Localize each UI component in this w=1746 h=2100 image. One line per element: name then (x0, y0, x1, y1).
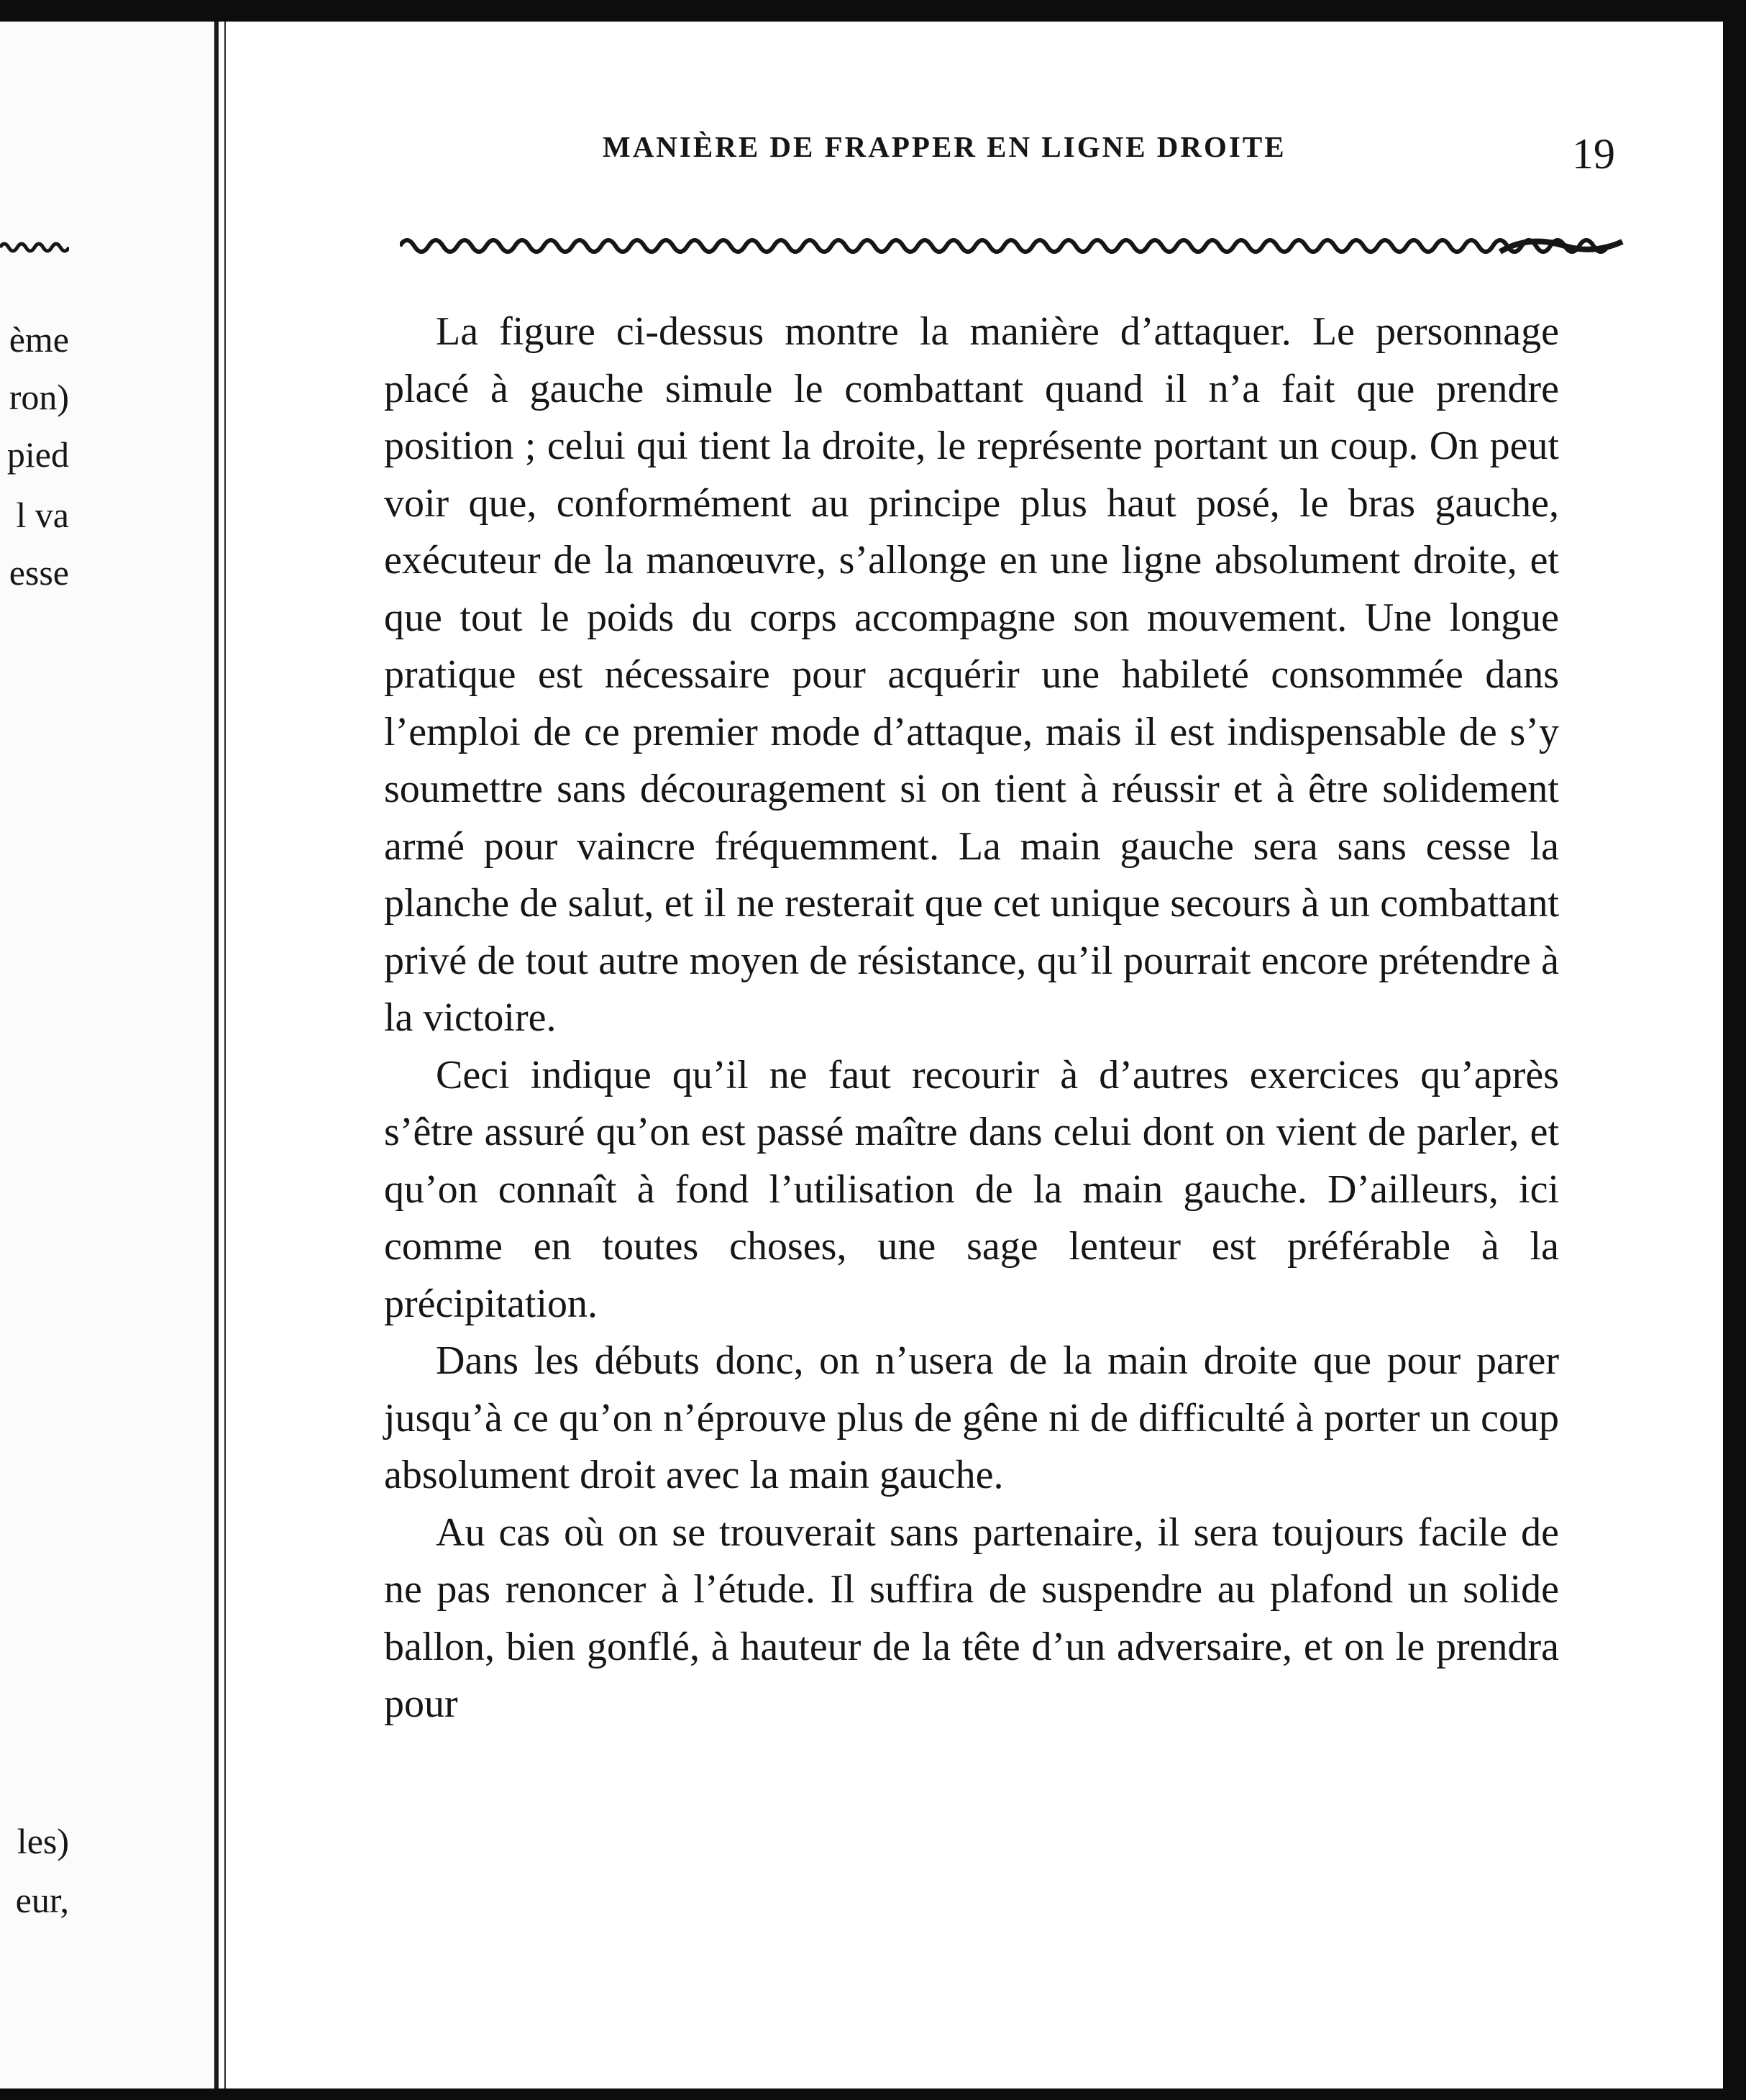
left-ornament-rule (0, 237, 69, 259)
scan-border-top (0, 0, 1746, 22)
left-text-fragment: pied (6, 434, 69, 475)
body-text (384, 303, 1559, 1733)
book-gutter-line (224, 22, 226, 2088)
left-text-fragment: les) (17, 1821, 69, 1861)
left-text-fragment: eur, (15, 1880, 69, 1920)
scan-border-bottom (0, 2088, 1746, 2100)
running-head: MANIÈRE DE FRAPPER EN LIGNE DROITE (603, 130, 1286, 163)
book-page (227, 22, 1723, 2088)
left-text-fragment: ème (9, 319, 69, 360)
paragraph: La figure ci-dessus montre la manière d’attaquer. Le personnage placé à gauche simule le combattant quand il n’a fait que prendre position ; celui qui tient la droite, le représente portant un coup. On peut voir que, conformément au principe plus haut posé, le bras gauche, exécuteur de la manœuvre, s’allonge en une ligne absolument droite, et que tout le poids du corps accompagne son mouvement. Une longue pratique est nécessaire pour acquérir une habileté consommée dans l’emploi de ce premier mode d’attaque, mais il est indispensable de s’y soumettre sans découragement si on tient à réussir et à être solidement armé pour vaincre fréquemment. La main gauche sera sans cesse la planche de salut, et il ne resterait que cet unique secours à un combattant privé de tout autre moyen de résistance, qu’il pourrait encore prétendre à la victoire. (384, 309, 1559, 1040)
left-text-fragment: esse (9, 552, 69, 593)
paragraph: Ceci indique qu’il ne faut recourir à d’autres exercices qu’après s’être assuré qu’on est passé maître dans celui dont on vient de parler, et qu’on connaît à fond l’utilisation de la main gauche. D’ailleurs, ici comme en toutes choses, une sage lenteur est préférable à la précipitation. (384, 1052, 1559, 1326)
paragraph: Dans les débuts donc, on n’usera de la main droite que pour parer jusqu’à ce qu’on n’éprouve plus de gêne ni de difficulté à porter un coup absolument droit avec la main gauche. (384, 1338, 1559, 1497)
ornament-rule (400, 230, 1630, 265)
paragraph: Au cas où on se trouverait sans partenaire, il sera toujours facile de ne pas renoncer à l’étude. Il suffira de suspendre au plafond un solide ballon, bien gonflé, à hauteur de la tête d’un adversaire, et on le prendra pour (384, 1510, 1559, 1726)
previous-page-edge (0, 22, 214, 2088)
book-gutter (214, 22, 219, 2088)
page-number: 19 (1572, 130, 1615, 178)
left-text-fragment: l va (16, 495, 69, 535)
left-text-fragment: ron) (9, 377, 69, 417)
scan-border-right (1723, 0, 1746, 2100)
